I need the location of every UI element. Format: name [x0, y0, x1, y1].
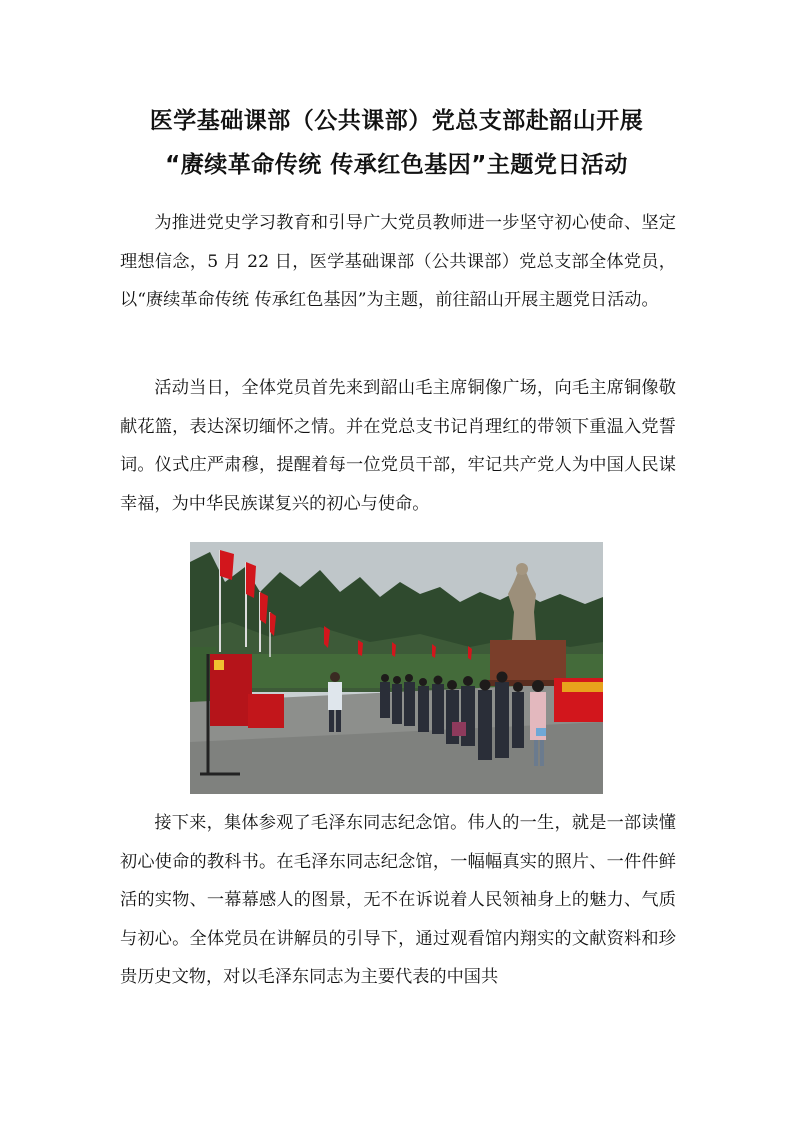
paragraph-museum: 接下来，集体参观了毛泽东同志纪念馆。伟人的一生，就是一部读懂初心使命的教科书。在毛泽东同志纪念馆，一幅幅真实的照片、一件件鲜活的实物、一幕幕感人的图景，无不在诉说着人民领袖身上的魅力、气质与初心。全体党员在讲解员的引导下，通过观看馆内翔实的文献资料和珍贵历史文物，对以毛泽东同志为主要代表的中国共: [120, 813, 676, 987]
paragraph-ceremony: 活动当日，全体党员首先来到韶山毛主席铜像广场，向毛主席铜像敬献花篮，表达深切缅怀之情。并在党总支书记肖理红的带领下重温入党誓词。仪式庄严肃穆，提醒着每一位党员干部，牢记共产党人为中国人民谋幸福，为中华民族谋复兴的初心与使命。: [120, 378, 676, 514]
document-title-line-2: “赓续革命传统 传承红色基因”主题党日活动: [165, 152, 628, 178]
document-title-line-1: 医学基础课部（公共课部）党总支部赴韶山开展: [149, 108, 644, 134]
paragraph-intro: 为推进党史学习教育和引导广大党员教师进一步坚守初心使命、坚定理想信念，5 月 22 日，医学基础课部（公共课部）党总支部全体党员，以“赓续革命传统 传承红色基因”为主题，前往韶山开展主题党日活动。: [120, 213, 676, 310]
event-photo: [190, 542, 603, 794]
